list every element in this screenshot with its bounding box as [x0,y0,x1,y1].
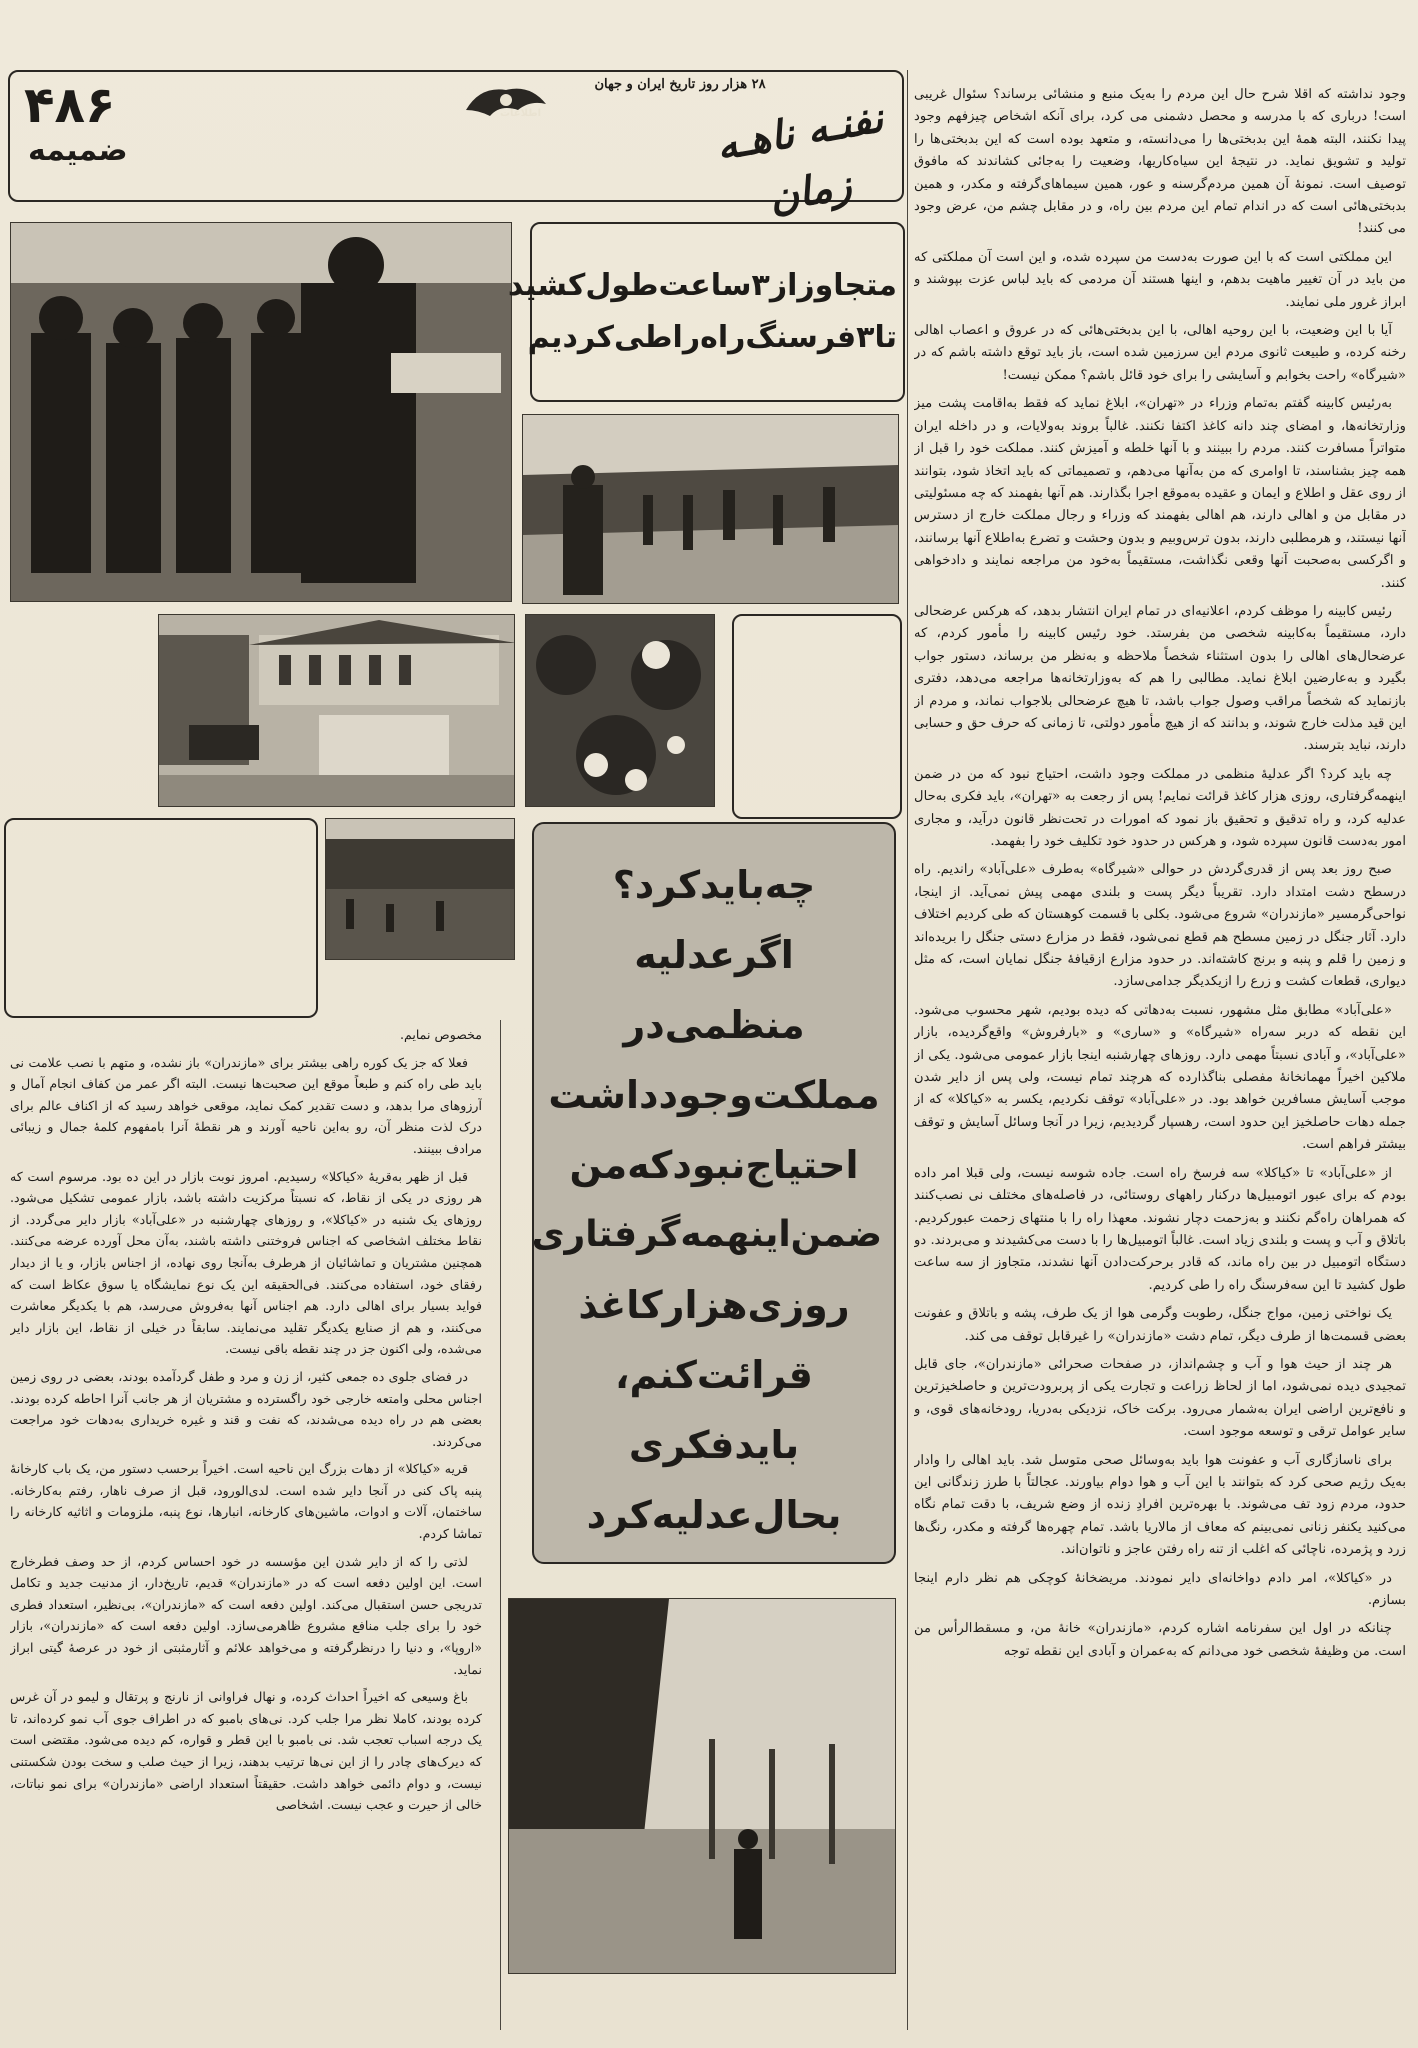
paragraph: لذتی را که از دایر شدن این مؤسسه در خود احساس کردم، از حد وصف فطرخارج است. این اولین دفعه است که در «مازندران» قدیم، تاریخ‌دار، از مدنیت جدید و تکامل تدریجی حسن استقبال می‌کند. اولین دفعه است که «مازندران»، بی‌نظیر، استعداد فطری خود را برای جلب منافع مشروع ظاهرمی‌سازد. اولین دفعه است که «مازندران»، بازار «اروپا»، و دنیا را درنظرگرفته و می‌خواهد علائم و آثارمثبتی از خود در عرصهٔ گیتی ابراز نماید. [10,1553,482,1677]
photo-road-image [523,415,899,604]
headline-top-box [507,222,905,402]
headline-top-line2: تا۳فرسنگ‌راه‌راطی‌کردیم [527,320,897,355]
paragraph: «علی‌آباد» مطابق مثل مشهور، نسبت به‌دهاتی که دیده بودیم، شهر محسوب می‌شود. این نقطه که دربر سه‌راه «شیرگاه» و «ساری» و «بارفروش» واقع‌گردیده، بازار «علی‌آباد»، و آبادی نسبتاً مهمی دارد. روزهای چهارشنبه اینجا بازار عمومی می‌شود. یکی از ملاکین اخیراً مهمانخانهٔ مفصلی بناگذارده که هرچند تمام نیست، ولی پس از دایر شدن موجب آسایش مسافرین خواهد بود. در «علی‌آباد» توقف نکردیم، یکسر به «کیاکلا» که از جمله دهات حاصلخیز این حدود است، رهسپار گردیدیم، زیرا در آنجا وسائل آسایش و توقف بیشتر فراهم است. [914,1002,1406,1153]
photo-field-image [326,819,515,960]
paragraph: در «کیاکلا»، امر دادم دواخانه‌ای دایر نمودند. مریضخانهٔ کوچکی هم نظر دارم اینجا بسازم. [914,1570,1406,1608]
masthead-subtitle: ۲۸ هزار روز تاریخ ایران و جهان [594,77,766,92]
column-divider [500,1020,501,2030]
paragraph: وجود نداشته که اقلا شرح حال این مردم را به‌یک منبع و منشائی برساند؟ سئوال غریبی است! درباری که با مدرسه و محصل دشمنی می کرد، برای آنکه اشخاص چیزفهم وجود پیدا نکنند، البته همهٔ این بدبختی‌ها را می‌دانسته، و متعهد بوده است که این بدبختی‌ها را تولید و تشویق نماید. در نتیجهٔ این سیاه‌کاریها، وضعیت را به‌جائی کشاندند که مافوق توصیف است. نمونهٔ آن همین مردم‌گرسنه و عور، همین سیماهای‌گرفته و مکدر، و همین بدبختی‌هائی است که در اندام تمام این مردم بین راه، و در مقابل چشم من، عرض وجود می کنند! [914,87,1406,237]
photo-road [522,414,899,604]
paragraph: صبح روز بعد پس از قدری‌گردش در حوالی «شیرگاه» به‌طرف «علی‌آباد» راندیم. راه درسطح دشت امتداد دارد. تقریباً دیگر پست و بلندی مهمی پیش نمی‌آید. از اینجا، نواحی‌گرمسیر «مازندران» شروع می‌شود. بکلی با قسمت کوهستان که طی کردیم اختلاف دارد. آثار جنگل در زمین مسطح هم قطع نمی‌شود، فقط در مزارع دستی جنگل را بریده‌اند و زمین را قلم و پنبه و برنج کاشته‌اند. در حدود مزارع ازقیافهٔ جنگل نمایان است، که مثل دیواری، قطعات کشت و زرع را ازیکدیگر جدامی‌سازد. [914,862,1406,990]
paragraph: باغ وسیعی که اخیراً احداث کرده، و نهال فراوانی از نارنج و پرتقال و لیمو در آن غرس کرده بودند، کاملا نظر مرا جلب کرد. نی‌های بامبو که در اطراف جوی آب نمو کرده‌اند، تا یک درجه اسباب تعجب شد. نی بامبو با این قطر و قواره، کم دیده می‌شود. مقتضی است که دیرک‌های چادر را از این نی‌ها ترتیب بدهند، زیرا از حیث صلب و سخت بودن شکستنی نیست، و دوام دائمی خواهد داشت. حقیقتاً استعداد اراضی «مازندران» برای نمو نباتات، خالی از حیرت و عجب نیست. اشخاصی [10,1689,482,1813]
quote-line: ضمن‌اینهمه‌گرفتاری [531,1214,882,1255]
paragraph: قبل از ظهر به‌قریهٔ «کیاکلا» رسیدیم. امروز نوبت بازار در این ده بود. مرسوم است که هر روزی در یکی از نقاط، که نسبتاً مرکزیت داشته باشد، بازار عمومی تشکیل می‌شود. روزهای یک شنبه در «کیاکلا»، و روزهای چهارشنبه در «علی‌آباد» بازار دایر می‌گردد. از نقاط مختلف اشخاصی که اجناس فروختنی داشته باشند، به‌آن محل آورده عرضه می‌کنند. همچنین مشتریان و تماشائیان از هرطرف به‌آنجا روی نهاده، از اجناس بازار، و یا از دیدار رفقای خود، استفاده می‌کنند. فی‌الحقیقه این یک نوع نمایشگاه یا سوق عکاظ است که فواید بسیار برای اهالی دارد. هم اجناس آنها به‌فروش می‌رسد، هم با یکدیگر معاشرت می‌کنند، و هم از صنایع یکدیگر تقلید می‌نمایند. سابقاً در خیلی از نقاط، این بازار دایر می‌شده، ولی اکنون جز در چند نقطه باقی نیست. [10,1168,482,1357]
paragraph: مخصوص نمایم. [399,1027,482,1042]
paragraph: قریه «کیاکلا» از دهات بزرگ این ناحیه است. اخیراً برحسب دستور من، یک باب کارخانهٔ پنبه پاک کنی در آنجا دایر شده است. لدی‌الورود، قبل از صرف ناهار، رفتم به‌کارخانه. ساختمان، آلات و ادوات، ماشین‌های کارخانه، انبارها، نوع پنبه، ملزومات و اثاثیه کارخانه را تماشا کردم. [10,1461,482,1542]
issue-number: ۴۸۶ [24,76,116,134]
paragraph: رئیس کابینه را موظف کردم، اعلانیه‌ای در تمام ایران انتشار بدهد، که هرکس عرضحالی دارد، مستقیماً به‌کابینه شخصی من بفرستد. خود رئیس کابینه را مأمور کردم، که عرضحال‌های اهالی را بدون استثناء شخصاً ملاحظه و به‌نظر من برساند، دستور جواب بگیرد و به‌عارضین ابلاغ نماید. مطالبی را هم که به‌وزارتخانه‌ها مراجعه می‌دهد، دفتری بازنماید که شخصاً مراقب وصول جواب باشد، تا هیچ عرضحالی بلاجواب نماند، و مردم از این قید مذلت خارج شوند، و بدانند که از هیچ مأمور دولتی، تا زمانی که حرف حق و حسابی دارند، نباید بترسند. [914,603,1406,754]
photo-officials [10,222,512,602]
headline-top-line1: متجاوزاز۳ساعت‌طول‌کشید [507,268,897,303]
paragraph: این مملکتی است که با این صورت به‌دست من سپرده شده، و این است آن مملکتی که من باید در آن تغییر ماهیت بدهم، و اینها هستند آن مردمی که باید لباس عزت بپوشند و ابراز غرور ملی نمایند. [914,249,1406,310]
logo-text: اطلاعات [500,108,542,119]
masthead-title: نفنـه ناهـه زمان [712,94,887,222]
quote-line: احتیاج‌نبود‌که‌من [569,1143,859,1187]
photo-factory [158,614,515,807]
photo-cotton [525,614,715,807]
photo-cotton-image [526,615,715,807]
paragraph: یک نواختی زمین، مواج جنگل، رطوبت وگرمی هوا از یک طرف، پشه و باتلاق و عفونت بعضی قسمت‌ها از طرف دیگر، تمام دشت «مازندران» را غیرقابل توقف می کند. [914,1306,1406,1344]
quote-line: اگرعدلیه منظمی‌در [623,933,805,1047]
photo-factory-image [159,615,515,807]
quote-line: قرائت‌کنم، [615,1353,813,1397]
logo-emblem [460,80,552,124]
right-text-column [914,84,1406,2034]
photo-garden [508,1598,896,1974]
masthead-box [8,70,904,222]
empty-frame-left [4,818,318,1018]
paragraph: به‌رئیس کابینه گفتم به‌تمام وزراء در «تهران»، ابلاغ نماید که فقط به‌اقامت پشت میز وزارتخانه‌ها، و امضای چند دانه کاغذ اکتفا نکنند. غالباً بروند به‌ولایات، و در داخله ایران متواتراً مسافرت کنند. مردم را ببینند و با آنها خلطه و آمیزش کنند. مملکت خود را قبل از همه چیز بشناسند، تا اوامری که من به‌آنها می‌دهم، و تصمیماتی که باید اتخاذ شود، بتوانند از روی عقل و اطلاع و ایمان و عقیده به‌موقع اجرا بگذارند. هم آنها بفهمند که چه مسئولیتی در مقابل من و اهالی دارند، هم اهالی بفهمند که وزراء و رجال مملکت خارج از دسترس آنها نیستند، و هرمطلبی دارند، بدون ترس‌وبیم و بدون وحشت و تضرع به‌اطلاع آنها برسانند، و اگرکسی به‌صحبت آنها وقعی نگذاشت، مستقیماً به‌خود من مراجعه نمایند و دادخواهی کنند. [914,396,1406,591]
photo-field [325,818,515,960]
column-divider [907,70,908,2030]
photo-officials-image [11,223,512,602]
left-text-column [10,1024,482,2036]
quote-line: بایدفکری [628,1423,800,1467]
paragraph: برای ناسازگاری آب و عفونت هوا باید به‌وسائل صحی متوسل شد. باید اهالی را وادار به‌یک رژیم صحی کرد که بتوانند با این آب و هوا دوام بیاورند. عجالتاً با طرز زندگانی این حدود، مردم زود تف می‌شوند. با بهره‌ترین افرادِ زنده ‌از وضع شریف، با دقت تمام نگاه می‌کنید یکنفر زنانی نمی‌بینم که معاف از مالاریا باشد. تمام چهره‌ها گرفته و مکدر، رنگ‌ها زرد و پژمرده، ناچائی که اغلب از تنه راه رفتن عاجز و ناتوان‌اند. [914,1452,1406,1558]
paragraph: از «علی‌آباد» تا «کیاکلا» سه فرسخ راه است. جاده شوسه نیست، ولی قبلا امر داده بودم که برای عبور اتومبیل‌ها درکنار راههای روستائی، در فاصله‌های مختلف نی نصب‌کنند که همراهان راه‌گم نکنند و به‌زحمت دچار نشوند. معهذا راه را با منتهای زحمت عبور‌کردیم. باتلاق و آب و پست و بلندی زیاد است. غالباً اتومبیل‌ها را با دست می‌کشیدند و می‌بردند. دو دستگاه اتومبیل در بین راه ماند، که قادر برحرکت‌دادن آنها نشدند، متجاوز از سه ساعت طول کشید تا این سه‌فرسنگ راه را طی کردیم. [914,1165,1406,1293]
quote-box [532,822,896,1564]
quote-line: بحال‌عدلیه‌کرد [586,1493,842,1537]
paragraph: در فضای جلوی ده جمعی کثیر، از زن و مرد و طفل گردآمده بودند، بعضی در روی زمین اجناس محلی وامتعه خارجی خود راگسترده و مشتریان از هر جانب آنرا احاطه کرده بودند. بعضی هم در راه دیده می‌شدند، که نفت و قند و غیره خریداری به‌دهات خود مراجعت می‌کردند. [10,1368,482,1449]
quote-line: مملکت‌وجود‌داشت [548,1073,880,1117]
paragraph: فعلا که جز یک کوره راهی بیشتر برای «مازندران» باز نشده، و متهم با نصب علامت نی باید طی راه کنم و طبعاً موقع این صحبت‌ها نیست. البته اگر عمر من کفاف انجام آمال و آرزوهای مرا بدهد، و دست تقدیر کمک نماید، موقعی خواهد رسید که از اکناف عالم برای درک لذت منظر آن، رو به‌این ناحیه آورند و هر نقطهٔ آنرا بامفهوم کلمهٔ جمال و زیبائی مرادف ببینند. [10,1054,482,1156]
paragraph: چنانکه در اول این سفرنامه اشاره کردم، «مازندران» خانهٔ من، و مسقط‌الرأس من است. من وظیفهٔ شخصی خود می‌دانم که به‌عمران و آبادی این نقطه توجه [914,1621,1406,1659]
supplement-label: ضمیمه [28,133,128,168]
paragraph: آیا با این وضعیت، با این روحیه اهالی، با این بدبختی‌هائی که در عروق و اعصاب اهالی رخنه کرده، و طبیعت ثانوی مردم این سرزمین شده است، باز باید توقع داشته باشم که در «شیرگاه» راحت بخوابم و آسایشی را برای خود قائل باشم؟ ممکن نیست! [914,323,1406,383]
empty-frame-right [732,614,902,819]
quote-line: چه‌باید‌کرد؟ [612,863,816,907]
paragraph: چه باید کرد؟ اگر عدلیهٔ منظمی در مملکت وجود داشت، احتیاج نبود که من در ضمن اینهمه‌گرفتاری، روزی هزار کاغذ قرائت نمایم! پس از رجعت به «تهران»، باید فکری به‌حال عدلیه کرد، و راه تدقیق و تحقیق باز نمود که امورات در تحت‌نظر قانون درآید، و مجاری امور به‌دست قانون سپرده شود، و هرکس در حدود خود تکلیف خود را بفهمد. [914,766,1406,849]
paragraph: هر چند از حیث هوا و آب و چشم‌انداز، در صفحات صحرائی «مازندران»، جای قابل تمجیدی دیده نمی‌شود، اما از لحاظ زراعت و تجارت یکی از پربرودت‌ترین و حاصلخیزترین و نافع‌ترین اراضی ایران به‌شمار می‌رود. برکت خاک، نزدیکی به‌دریا، رودخانه‌های قوی، و سایر عوامل ترقی و توسعه موجود است. [914,1356,1406,1440]
photo-garden-image [509,1599,896,1974]
quote-line: روزی‌هزار‌کاغذ [578,1283,850,1327]
